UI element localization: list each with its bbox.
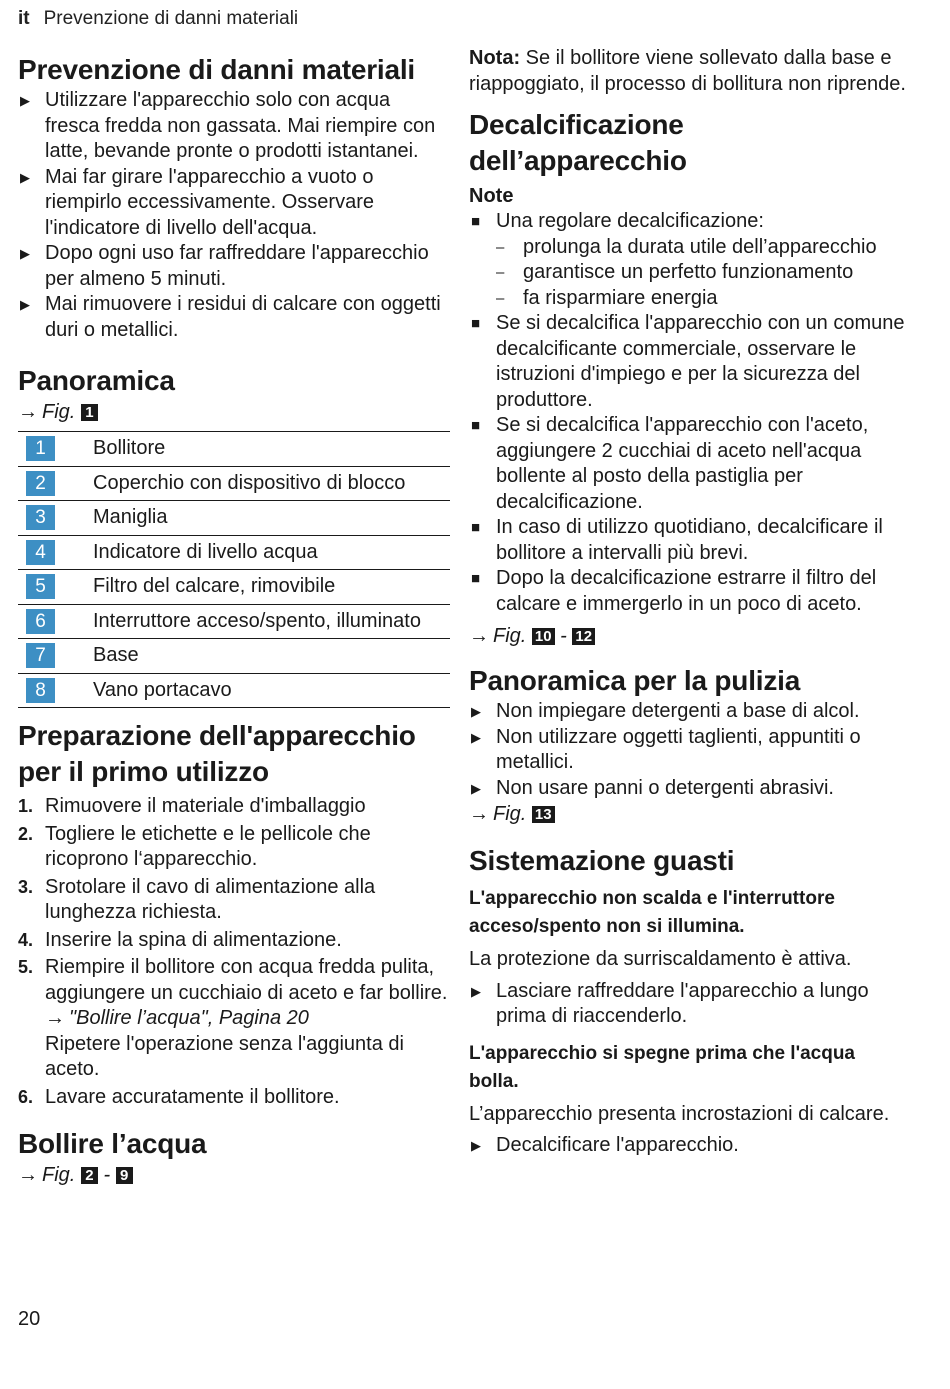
component-number-badge: 5 <box>26 574 55 599</box>
list-item: ▶ Utilizzare l'apparecchio solo con acqua fresca fredda non gassata. Mai riempire con latte, bevande pronte o prodotti istantanei. <box>20 89 436 162</box>
component-number-cell <box>18 432 93 467</box>
list-item: ■ Se si decalcifica l'apparecchio con l'aceto, aggiungere 2 cucchiai di aceto nell'acqua bollente al posto della pastiglia per decalcificazione. <box>471 414 869 513</box>
list-item: ▶ Non utilizzare oggetti taglienti, appuntiti o metallici. <box>471 725 861 773</box>
dash-bullet-icon: – <box>496 289 505 307</box>
list-item: – prolunga la durata utile dell’apparecchio <box>496 235 909 261</box>
figure-number-badge: 1 <box>81 404 98 421</box>
component-number-cell <box>18 535 93 570</box>
list-item: ▶ Decalcificare l'apparecchio. <box>469 1133 909 1159</box>
table-row <box>18 639 450 674</box>
triangle-bullet-icon: ▶ <box>471 704 481 719</box>
triangle-bullet-icon: ▶ <box>471 780 481 796</box>
step-number: 1. <box>18 796 34 816</box>
triangle-bullet-icon: ▶ <box>20 297 30 312</box>
dash-bullet-icon: – <box>496 264 505 281</box>
step-item: 4. Inserire la spina di alimentazione. <box>18 928 450 954</box>
fault-heading: L'apparecchio non scalda e l'interruttore acceso/spento non si illumina. <box>469 888 835 937</box>
prevenzione-list <box>18 88 450 343</box>
running-header <box>18 8 298 30</box>
step-item: 6. Lavare accuratamente il bollitore. <box>18 1085 450 1111</box>
triangle-bullet-icon: ▶ <box>20 93 30 108</box>
figure-number-badge: 2 <box>81 1167 98 1184</box>
figure-reference: → Fig. 2 - 9 <box>18 1162 450 1188</box>
component-name-cell: Interruttore acceso/spento, illuminato <box>93 609 421 632</box>
table-row <box>18 535 450 570</box>
step-number: 2. <box>18 823 34 844</box>
step-item: 2. Togliere le etichette e le pellicole che ricoprono l‘apparecchio. <box>18 822 371 870</box>
pulizia-list <box>469 699 909 801</box>
list-item: ■ Dopo la decalcificazione estrarre il filtro del calcare e immergerlo in un poco di aceto. <box>471 567 877 615</box>
component-name-cell: Filtro del calcare, rimovibile <box>93 575 336 597</box>
table-row <box>18 570 450 605</box>
arrow-right-icon: → <box>469 803 489 825</box>
step-item: 1. Rimuovere il materiale d'imballaggio <box>18 794 450 820</box>
right-column <box>469 46 909 1159</box>
step-number: 3. <box>18 876 34 897</box>
decalc-notes-list <box>469 209 909 617</box>
list-item: ▶ Non usare panni o detergenti abrasivi. <box>469 776 909 802</box>
list-item: ■ In caso di utilizzo quotidiano, decalcificare il bollitore a intervalli più brevi. <box>471 516 883 564</box>
list-item: ■ Una regolare decalcificazione: – prolunga la durata utile dell’apparecchio – garantisce un perfetto funzionamento – fa risparmiare energia <box>469 209 909 311</box>
square-bullet-icon: ■ <box>471 570 481 587</box>
figure-reference: → Fig. 13 <box>469 801 909 827</box>
list-item: ■ Se si decalcifica l'apparecchio con un comune decalcificante commerciale, osservare le istruzioni d'impiego e per la sicurezza del produttore. <box>471 312 905 411</box>
component-number-badge: 2 <box>26 471 55 496</box>
component-name-cell: Indicatore di livello acqua <box>93 540 318 563</box>
arrow-right-icon: → <box>45 1007 65 1029</box>
list-item: ▶ Lasciare raffreddare l'apparecchio a lungo prima di riaccenderlo. <box>471 979 869 1027</box>
triangle-bullet-icon: ▶ <box>471 983 481 999</box>
table-row <box>18 501 450 536</box>
component-name-cell: Vano portacavo <box>93 678 232 701</box>
square-bullet-icon: ■ <box>471 417 481 434</box>
list-item: ▶ Mai rimuovere i residui di calcare con oggetti duri o metallici. <box>20 293 441 341</box>
arrow-right-icon: → <box>469 625 489 647</box>
component-name-cell: Coperchio con dispositivo di blocco <box>93 471 406 494</box>
components-table <box>18 431 450 708</box>
list-item: ▶ Dopo ogni uso far raffreddare l'apparecchio per almeno 5 minuti. <box>20 242 429 290</box>
section-title-preparazione: Preparazione dell'apparecchio per il primo utilizzo <box>18 720 416 787</box>
component-name-cell: Base <box>93 644 139 666</box>
step-number: 5. <box>18 957 34 977</box>
component-name-cell: Maniglia <box>93 506 168 528</box>
figure-reference: → Fig. 10 - 12 <box>469 623 909 649</box>
section-title-bollire: Bollire l’acqua <box>18 1128 207 1159</box>
figure-number-badge: 13 <box>532 806 555 823</box>
preparation-steps <box>18 794 450 1110</box>
step-number: 6. <box>18 1086 34 1107</box>
component-number-badge: 3 <box>26 505 55 530</box>
section-title-prevenzione: Prevenzione di danni materiali <box>18 54 416 85</box>
section-title-decalcificazione: Decalcificazione dell’apparecchio <box>469 109 687 176</box>
component-number-cell <box>18 570 93 605</box>
decalc-benefits-list <box>496 235 909 312</box>
component-number-cell <box>18 673 93 708</box>
triangle-bullet-icon: ▶ <box>20 246 30 261</box>
running-header-title: Prevenzione di danni materiali <box>43 8 299 29</box>
fault-heading: L'apparecchio si spegne prima che l'acqua bolla. <box>469 1042 856 1092</box>
note-label: Nota: <box>469 47 521 69</box>
list-item: ▶ Non impiegare detergenti a base di alcol. <box>469 699 909 725</box>
arrow-right-icon: → <box>18 1164 38 1186</box>
list-item: ▶ Mai far girare l'apparecchio a vuoto o riempirlo eccessivamente. Osservare l'indicatore di livello dell'acqua. <box>20 165 374 239</box>
page-number: 20 <box>18 1308 41 1330</box>
note-paragraph: Nota: Se il bollitore viene sollevato dalla base e riappoggiato, il processo di bollitura non riprende. <box>469 47 906 95</box>
section-title-pulizia: Panoramica per la pulizia <box>469 665 801 696</box>
figure-number-badge: 10 <box>532 628 555 645</box>
step-note: Ripetere l'operazione senza l'aggiunta di aceto. <box>45 1032 404 1080</box>
component-number-cell <box>18 466 93 501</box>
fault-cause: La protezione da surriscaldamento è attiva. <box>469 948 852 970</box>
fault-remedy-list <box>469 1133 909 1159</box>
table-row <box>18 432 450 467</box>
figure-number-badge: 12 <box>572 628 595 645</box>
notes-heading: Note <box>469 185 514 207</box>
cross-reference[interactable]: → "Bollire l’acqua", Pagina 20 <box>45 1007 309 1029</box>
triangle-bullet-icon: ▶ <box>20 169 30 185</box>
triangle-bullet-icon: ▶ <box>471 729 481 745</box>
component-number-cell <box>18 501 93 536</box>
fault-cause: L’apparecchio presenta incrostazioni di calcare. <box>469 1102 890 1125</box>
step-number: 4. <box>18 929 34 950</box>
figure-reference: → Fig. 1 <box>18 399 450 425</box>
table-row <box>18 466 450 501</box>
step-item: 5. Riempire il bollitore con acqua fredda pulita, aggiungere un cucchiaio di aceto e far bollire. → "Bollire l’acqua", Pagina 20 Ripetere l'operazione senza l'aggiunta di aceto. <box>18 955 450 1083</box>
table-row <box>18 673 450 708</box>
section-title-panoramica: Panoramica <box>18 365 175 396</box>
component-number-badge: 6 <box>26 609 55 634</box>
square-bullet-icon: ■ <box>471 519 481 536</box>
left-column <box>18 46 450 1188</box>
figure-number-badge: 9 <box>116 1167 133 1184</box>
list-item: – garantisce un perfetto funzionamento <box>496 260 909 286</box>
component-number-badge: 7 <box>26 643 55 668</box>
table-row <box>18 604 450 639</box>
component-number-badge: 4 <box>26 540 55 565</box>
dash-bullet-icon: – <box>496 238 505 256</box>
component-name-cell: Bollitore <box>93 437 166 459</box>
square-bullet-icon: ■ <box>471 213 481 230</box>
component-number-cell <box>18 639 93 674</box>
triangle-bullet-icon: ▶ <box>471 1138 481 1153</box>
list-item: – fa risparmiare energia <box>496 286 909 312</box>
component-number-badge: 8 <box>26 678 55 703</box>
component-number-cell <box>18 604 93 639</box>
language-code: it <box>18 8 30 29</box>
fault-remedy-list <box>469 979 909 1030</box>
arrow-right-icon: → <box>18 401 38 423</box>
section-title-guasti: Sistemazione guasti <box>469 845 735 876</box>
component-number-badge: 1 <box>26 436 55 461</box>
step-item: 3. Srotolare il cavo di alimentazione alla lunghezza richiesta. <box>18 875 376 923</box>
square-bullet-icon: ■ <box>471 315 481 332</box>
